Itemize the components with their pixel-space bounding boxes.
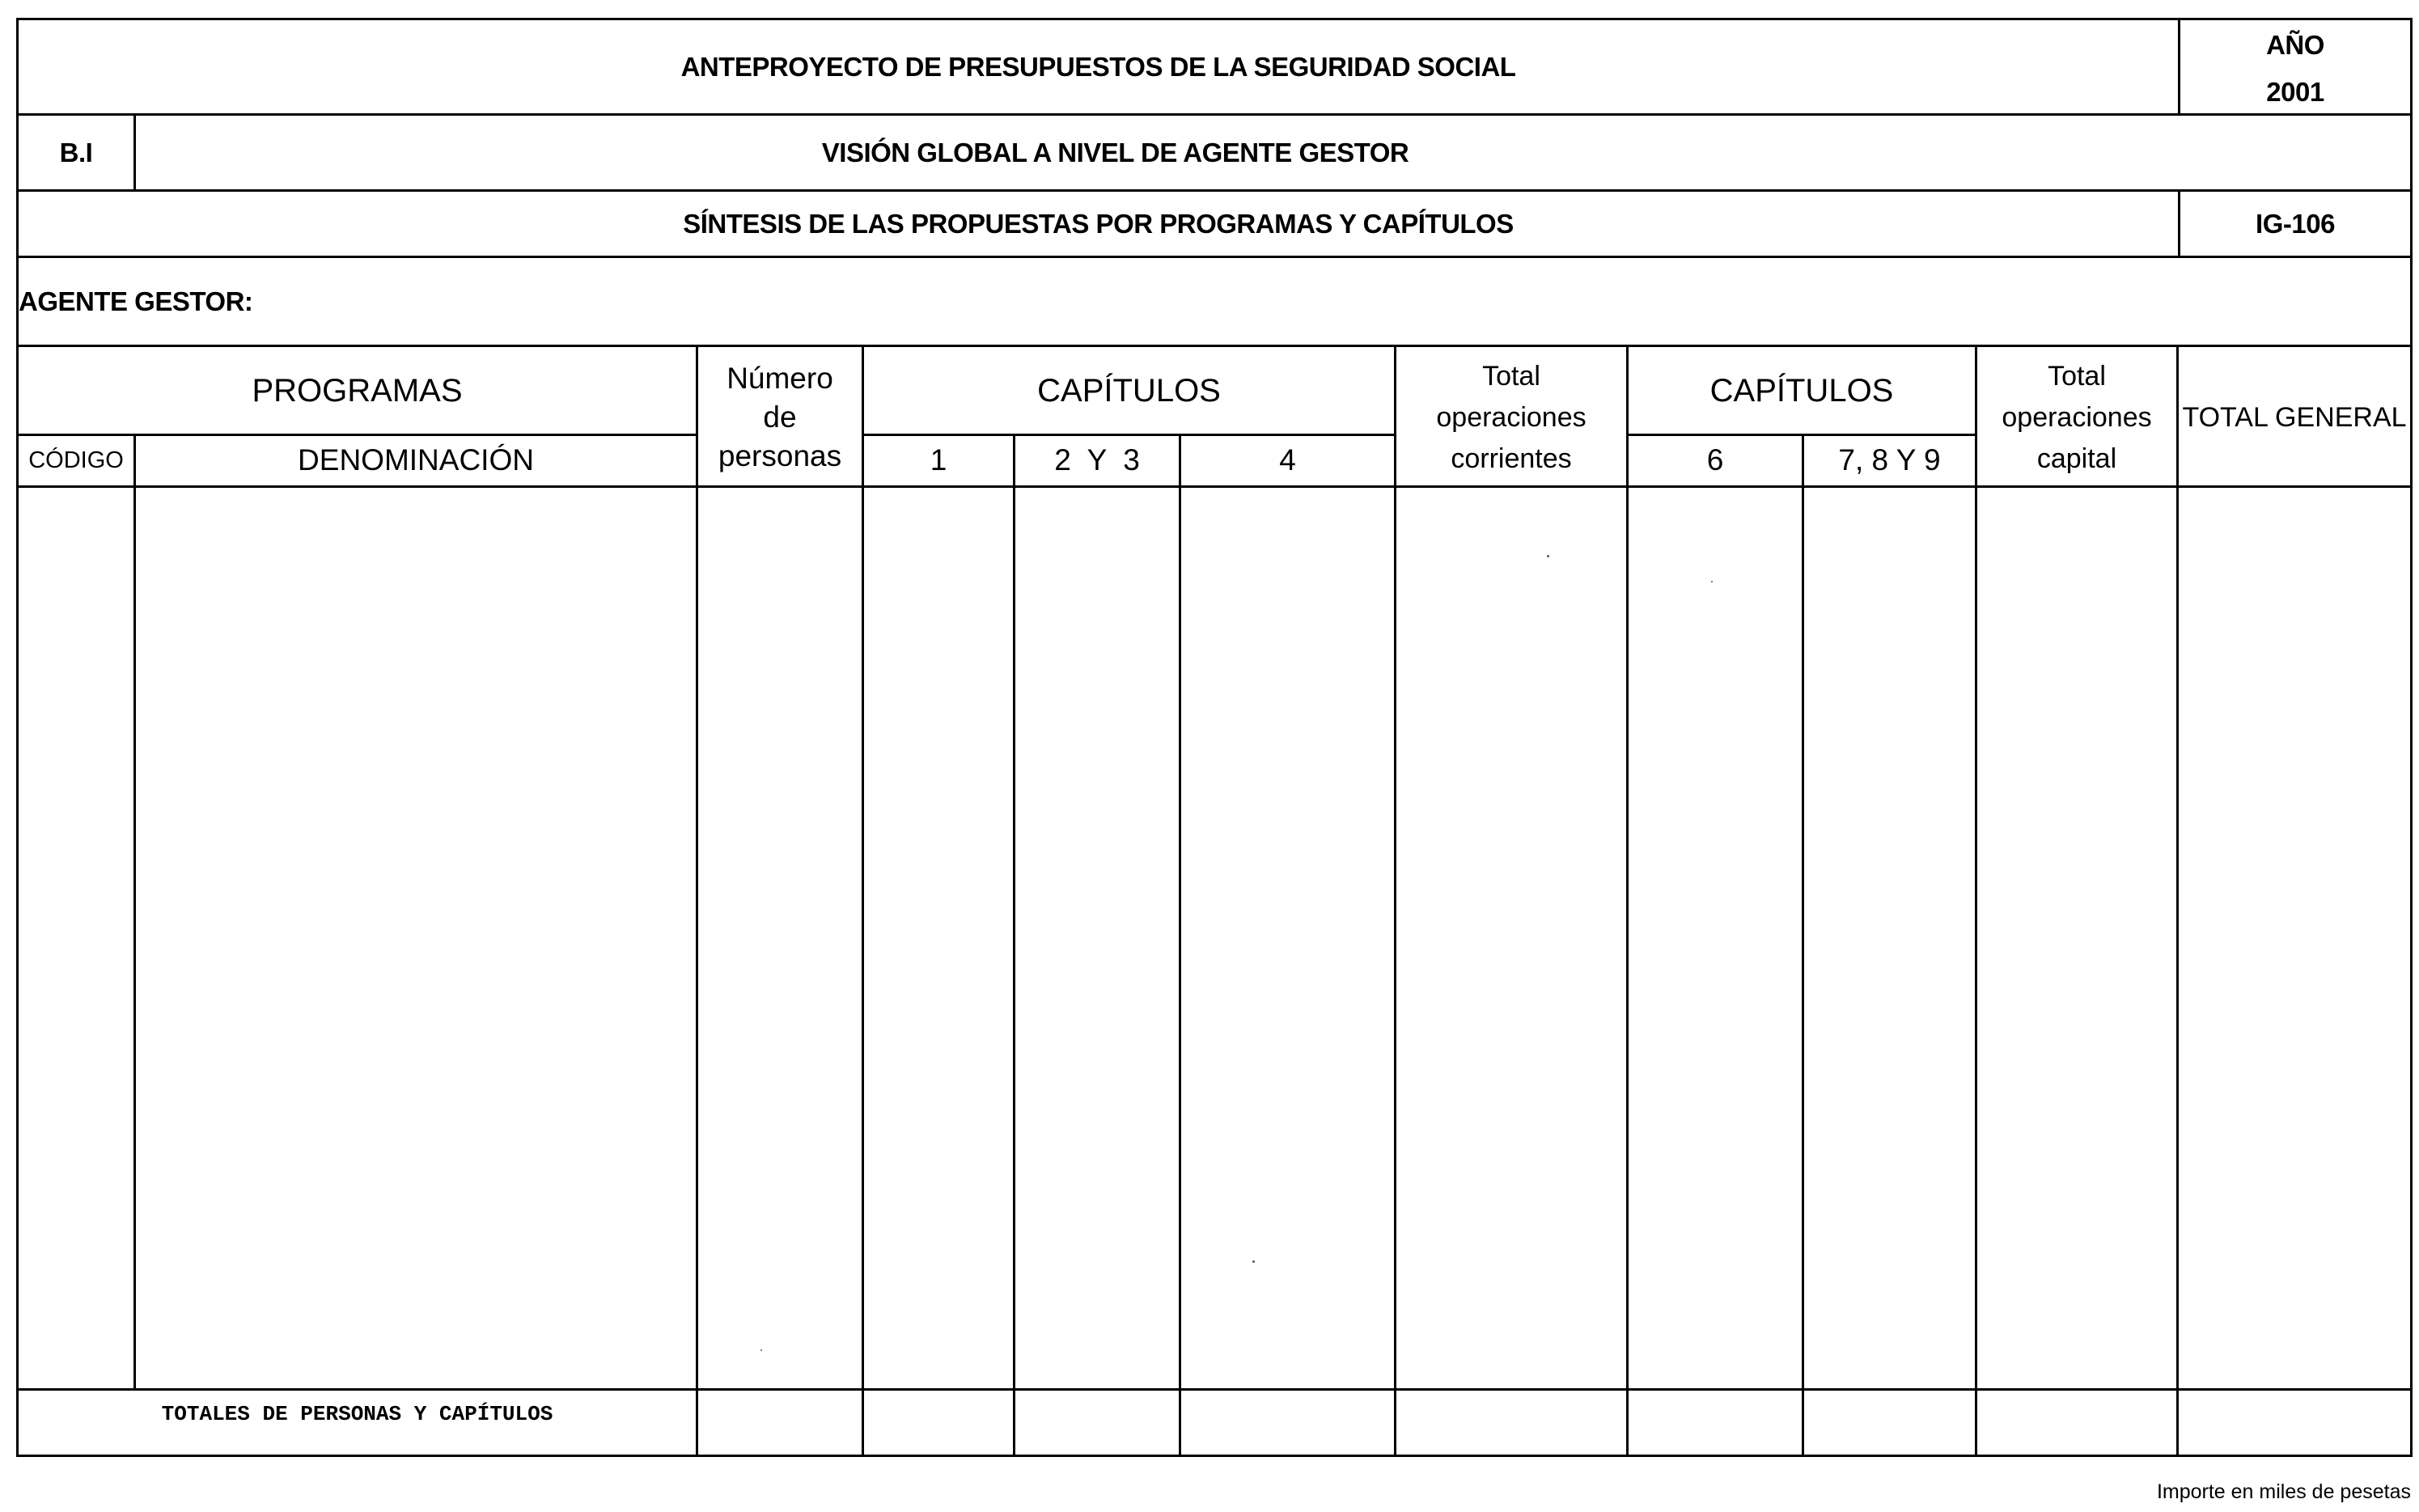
scan-speck [760, 1349, 762, 1351]
header-capitulos-capital: CAPÍTULOS [1709, 372, 1894, 409]
scan-speck [1252, 1260, 1255, 1263]
rule-bottom [16, 1455, 2413, 1457]
header-total-cap-line-2: operaciones [2002, 401, 2152, 433]
year-label: AÑO [2266, 30, 2324, 61]
year-value: 2001 [2266, 77, 2324, 108]
header-programas: PROGRAMAS [252, 372, 463, 409]
header-codigo: CÓDIGO [28, 447, 124, 474]
header-numero-line-3: personas [718, 439, 842, 473]
currency-footnote: Importe en miles de pesetas [2156, 1480, 2411, 1503]
header-cap-7-8-9: 7, 8 Y 9 [1838, 443, 1941, 477]
header-total-capital [1977, 349, 2176, 485]
form-title: ANTEPROYECTO DE PRESUPUESTOS DE LA SEGURIDAD SOCIAL [680, 51, 1516, 82]
header-total-corr-line-3: corrientes [1451, 443, 1572, 474]
header-numero-line-1: Número [727, 361, 833, 395]
rule-right [2410, 18, 2413, 1457]
section-code: B.I [59, 137, 93, 167]
table-body-empty-area[interactable] [19, 488, 2410, 1388]
totals-row-label: TOTALES DE PERSONAS Y CAPÍTULOS [161, 1402, 553, 1427]
agent-label: AGENTE GESTOR: [19, 286, 253, 316]
header-capitulos-corrientes: CAPÍTULOS [1037, 372, 1221, 409]
header-cap-2-3: 2 Y 3 [1054, 443, 1140, 477]
header-total-cap-line-1: Total [2048, 360, 2106, 392]
header-total-corr-line-2: operaciones [1436, 401, 1587, 433]
header-cap-1: 1 [930, 443, 947, 477]
header-total-corrientes [1396, 349, 1626, 485]
header-total-corr-line-1: Total [1482, 360, 1540, 392]
header-numero-personas [698, 349, 862, 485]
header-numero-line-2: de [763, 400, 797, 434]
scan-speck [1547, 555, 1549, 557]
header-cap-4: 4 [1279, 443, 1296, 477]
header-total-cap-line-3: capital [2036, 443, 2117, 474]
agent-value-field[interactable] [267, 258, 2403, 345]
scan-speck [1711, 581, 1713, 582]
header-denominacion: DENOMINACIÓN [298, 443, 534, 477]
header-cap-6: 6 [1706, 443, 1724, 477]
section-title: VISIÓN GLOBAL A NIVEL DE AGENTE GESTOR [821, 137, 1409, 167]
header-total-general: TOTAL GENERAL [2182, 401, 2407, 433]
form-code: IG-106 [2256, 208, 2335, 239]
subtitle: SÍNTESIS DE LAS PROPUESTAS POR PROGRAMAS Y CAPÍTULOS [683, 208, 1514, 239]
